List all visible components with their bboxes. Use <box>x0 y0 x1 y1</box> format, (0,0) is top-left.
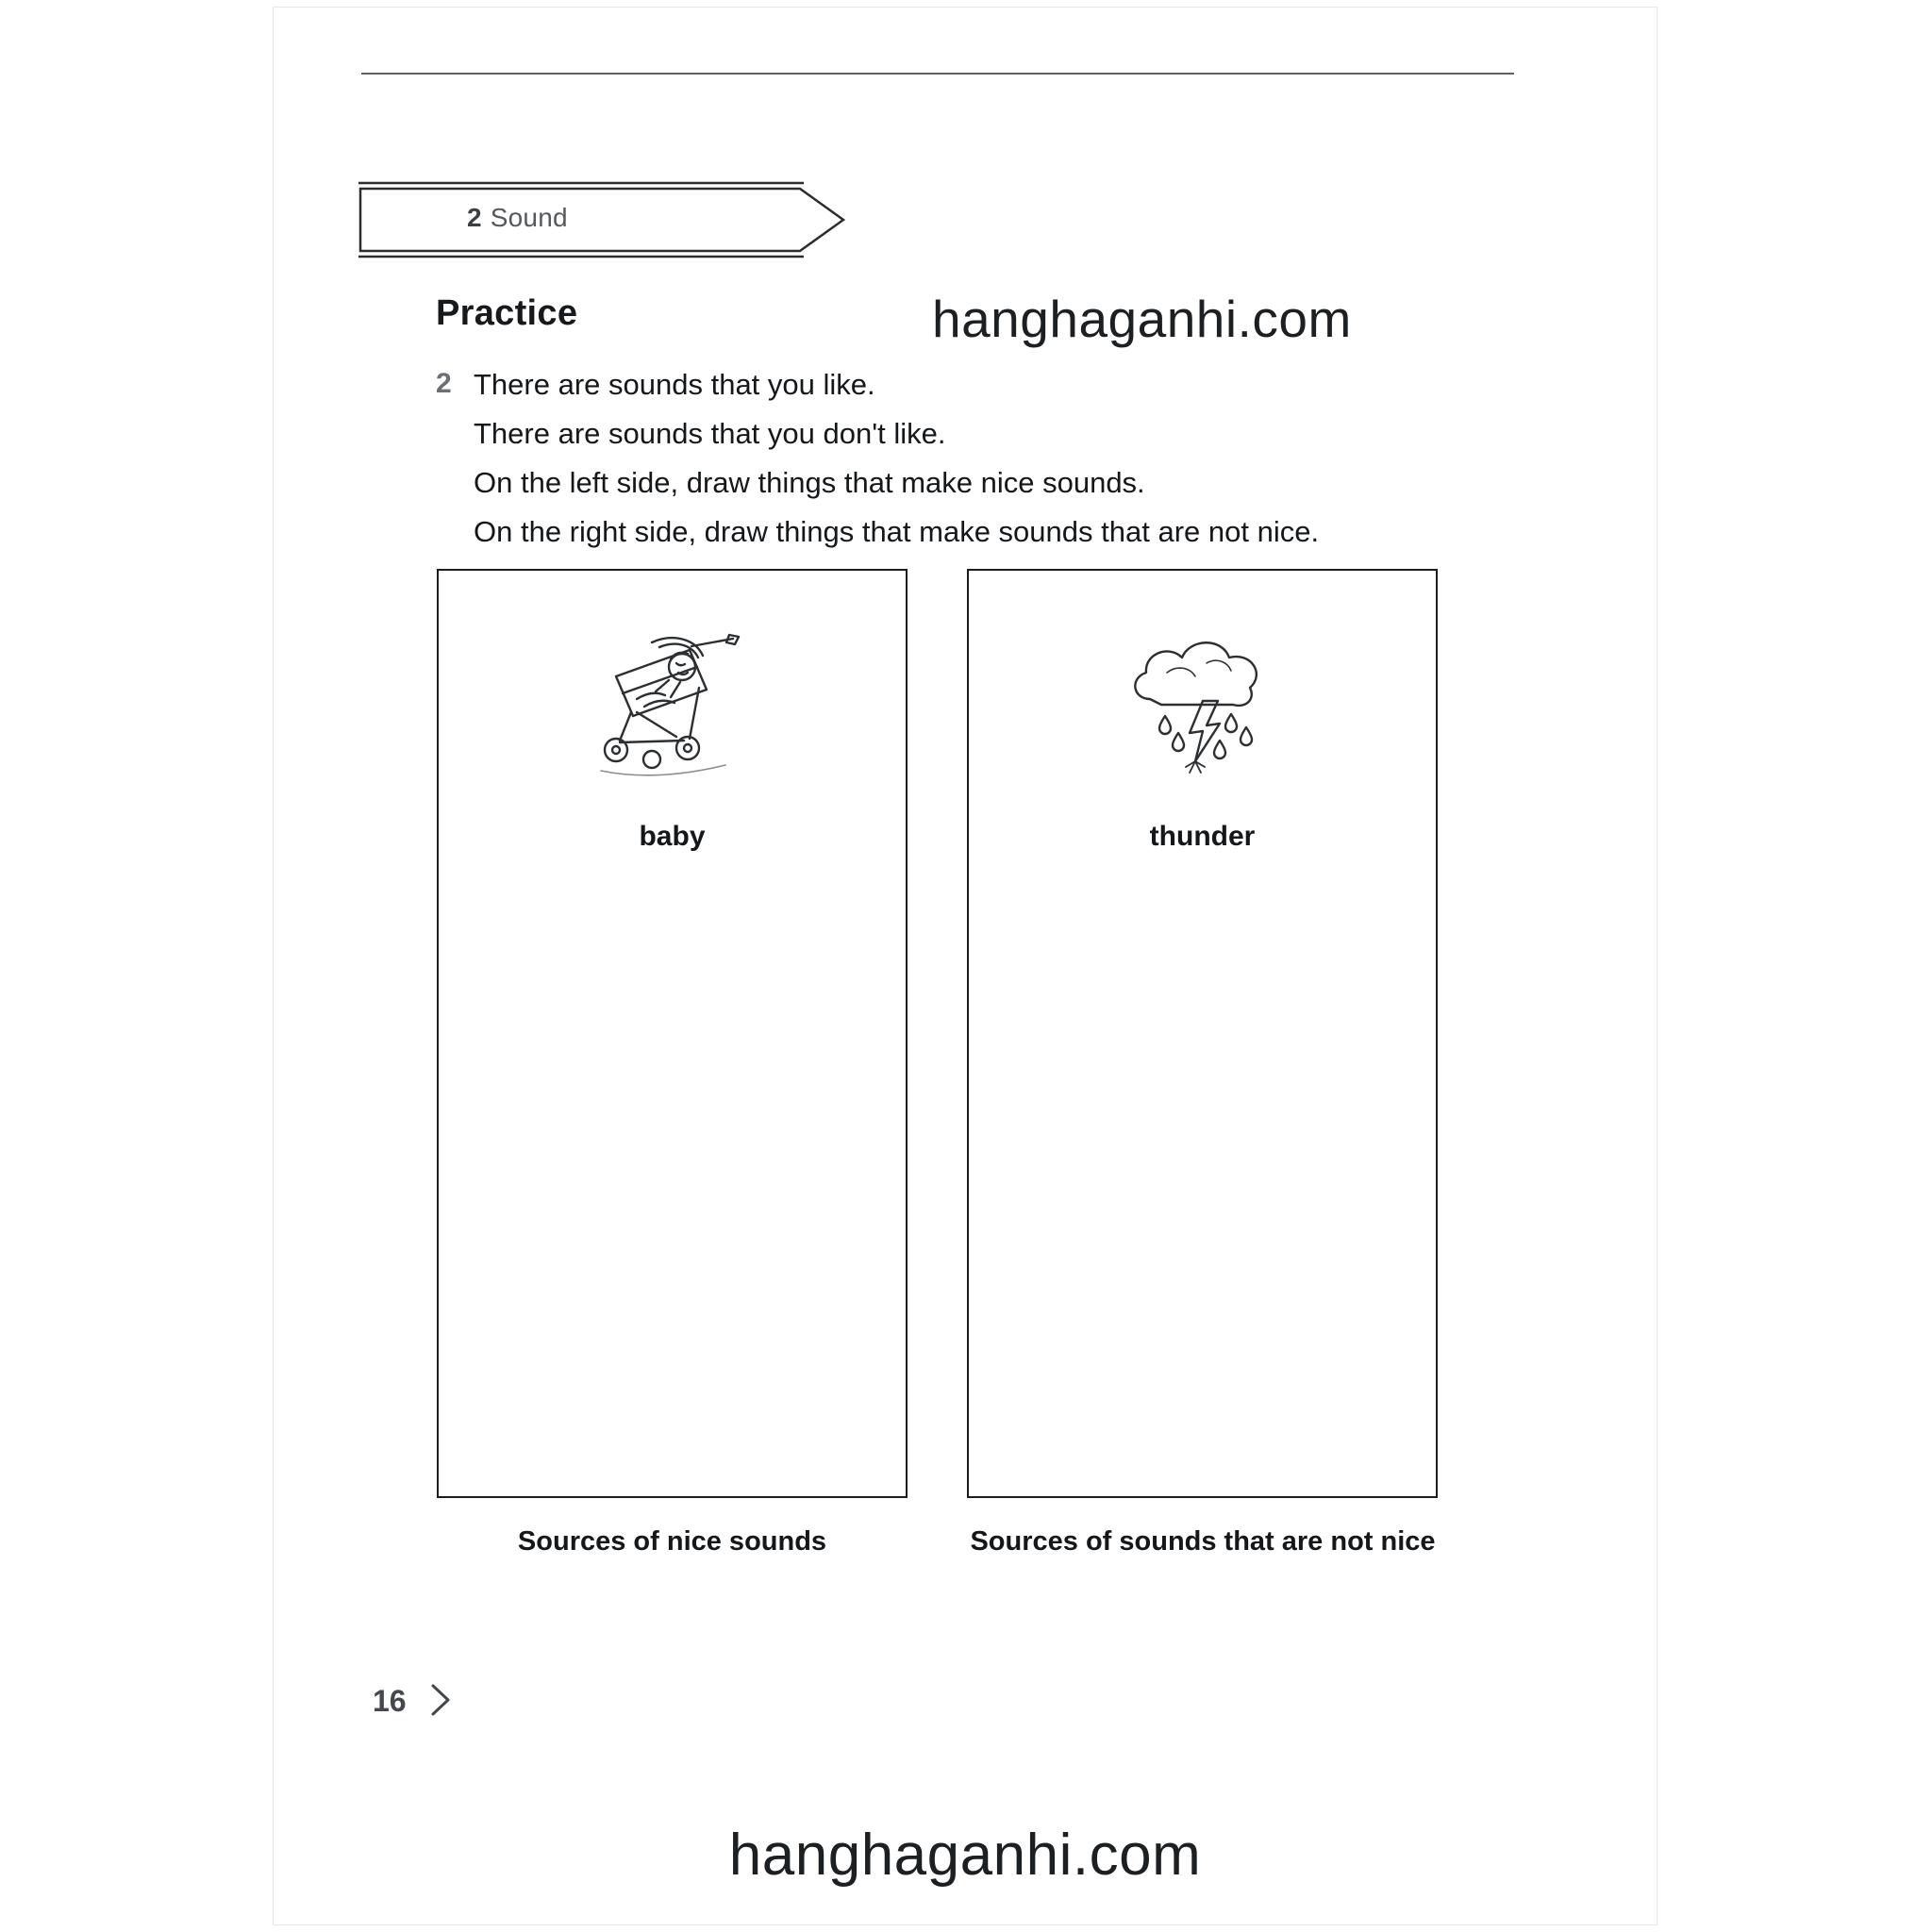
section-heading: Practice <box>436 293 578 333</box>
question-line: There are sounds that you like. <box>474 368 875 401</box>
chapter-banner <box>357 177 941 262</box>
header-rule <box>361 73 1514 75</box>
question-text <box>474 360 1530 557</box>
caption-not-nice-sounds: Sources of sounds that are not nice <box>970 1526 1436 1557</box>
chapter-label <box>467 203 568 233</box>
caption-nice-sounds: Sources of nice sounds <box>517 1526 827 1557</box>
page-number: 16 <box>373 1684 407 1718</box>
chapter-number: 2 <box>467 203 482 232</box>
art-label-baby: baby <box>639 821 706 852</box>
answer-box-nice-sounds[interactable] <box>437 569 908 1498</box>
watermark-bottom: hanghaganhi.com <box>728 1823 1202 1888</box>
chapter-title: Sound <box>490 203 568 232</box>
baby-in-stroller-icon <box>439 618 906 797</box>
art-label-thunder: thunder <box>1149 821 1256 852</box>
chevron-right-icon <box>425 1677 457 1727</box>
question-line: On the left side, draw things that make nice sounds. <box>474 466 1145 499</box>
worksheet-page <box>274 8 1657 1924</box>
question-line: On the right side, draw things that make sounds that are not nice. <box>474 515 1320 548</box>
question-number: 2 <box>436 368 452 399</box>
watermark-top: hanghaganhi.com <box>932 290 1352 348</box>
thunder-cloud-icon <box>969 618 1436 797</box>
question-line: There are sounds that you don't like. <box>474 417 946 450</box>
answer-box-not-nice-sounds[interactable] <box>967 569 1438 1498</box>
